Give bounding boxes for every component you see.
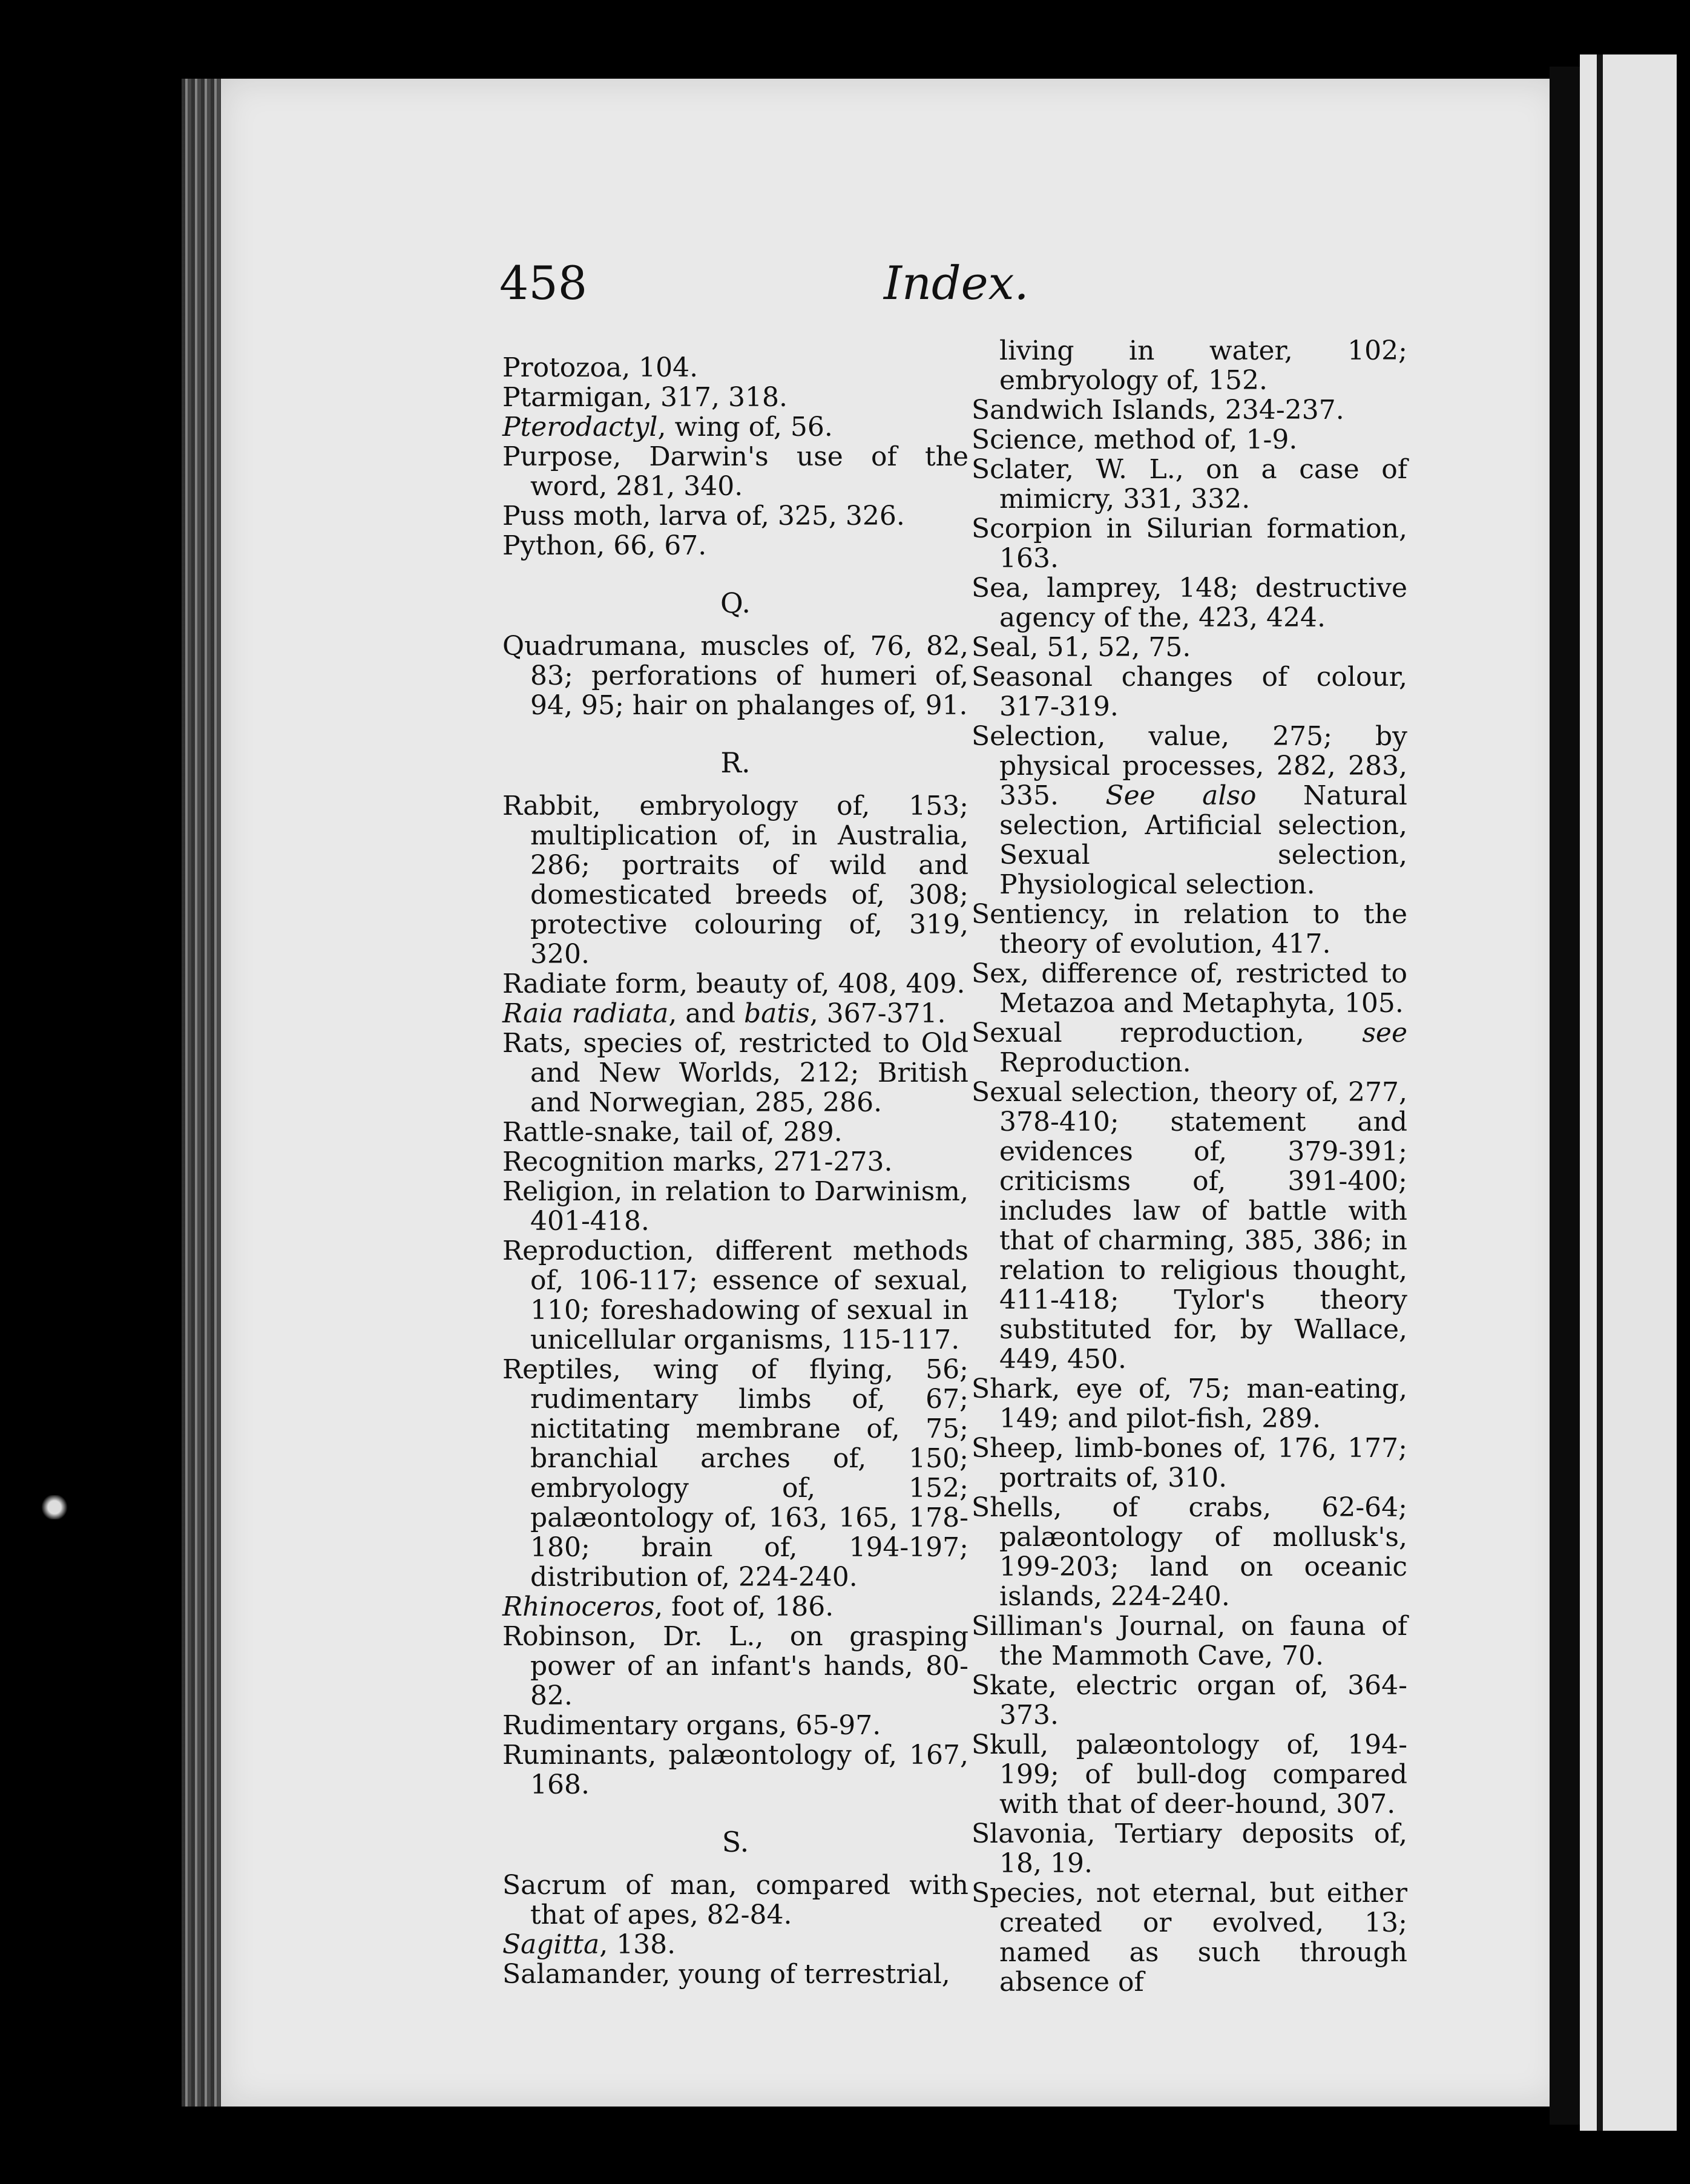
index-entry [972, 1018, 1407, 1077]
adjacent-page-strip [1580, 54, 1677, 2131]
index-entry: Sclater, W. L., on a case of mimicry, 331, 332. [972, 454, 1407, 515]
index-entry: Rabbit, embryology of, 153; multiplication of, in Australia, 286; portraits of wild and domesticated breeds of, 308; protective colouring of, 319, 320. [502, 791, 968, 970]
index-entry: Radiate form, beauty of, 408, 409. [502, 969, 965, 999]
index-entry: Sheep, limb-bones of, 176, 177; portraits of, 310. [972, 1433, 1407, 1493]
index-entry: Ptarmigan, 317, 318. [502, 382, 787, 413]
index-term-italic: Rhinoceros [502, 1591, 655, 1622]
index-entry: Sex, difference of, restricted to Metazoa and Metaphyta, 105. [972, 958, 1407, 1019]
index-entry: Reproduction, different methods of, 106-117; essence of sexual, 110; foreshadowing of sexual in unicellular organisms, 115-117. [502, 1235, 968, 1355]
index-entry: Sexual selection, theory of, 277, 378-410; statement and evidences of, 379-391; criticisms of, 391-400; includes law of battle with that of charming, 385, 386; in relation to religious thought, 411-418; Tylor's theory substituted for, by Wallace, 449, 450. [972, 1077, 1407, 1375]
index-entry [502, 999, 968, 1028]
index-entry: Skate, electric organ of, 364-373. [972, 1670, 1407, 1731]
section-letter-q: Q. [720, 587, 751, 619]
index-term-italic: Sagitta [502, 1929, 600, 1960]
index-entry: Shark, eye of, 75; man-eating, 149; and pilot-fish, 289. [972, 1373, 1407, 1434]
index-entry-rest: , and [668, 998, 745, 1029]
running-head: Index. [884, 256, 1029, 310]
index-entry: Science, method of, 1-9. [972, 424, 1298, 455]
index-entry: Ruminants, palæontology of, 167, 168. [502, 1740, 968, 1800]
index-entry-rest: , foot of, 186. [654, 1591, 834, 1622]
index-entry: Religion, in relation to Darwinism, 401-418. [502, 1176, 968, 1237]
index-entry [972, 722, 1407, 900]
index-entry: Seal, 51, 52, 75. [972, 632, 1191, 663]
index-entry: Silliman's Journal, on fauna of the Mammoth Cave, 70. [972, 1611, 1407, 1671]
index-entry: Purpose, Darwin's use of the word, 281, 340. [502, 441, 968, 502]
index-entry: Python, 66, 67. [502, 530, 707, 561]
index-entry-text: Selection, value, 275; by physical processes, 282, 283, 335. [972, 721, 1407, 811]
index-entry: Protozoa, 104. [502, 352, 699, 383]
see-reference: see [1362, 1018, 1407, 1048]
index-entry: Species, not eternal, but either created or evolved, 13; named as such through absence of [972, 1878, 1407, 1998]
index-entry-rest: , wing of, 56. [657, 412, 833, 442]
index-entry: Reptiles, wing of flying, 56; rudimentary limbs of, 67; nictitating membrane of, 75; branchial arches of, 150; embryology of, 152; palæontology of, 163, 165, 178-180; brain of, 194-197; distribution of, 224-240. [502, 1354, 968, 1593]
section-letter-s: S. [722, 1826, 749, 1858]
index-entry: Recognition marks, 271-273. [502, 1146, 893, 1177]
index-entry [502, 412, 968, 442]
index-entry: Scorpion in Silurian formation, 163. [972, 513, 1407, 574]
index-entry: Sea, lamprey, 148; destructive agency of the, 423, 424. [972, 573, 1407, 633]
page-number: 458 [499, 256, 588, 310]
index-entry: Rats, species of, restricted to Old and New Worlds, 212; British and Norwegian, 285, 286. [502, 1028, 968, 1118]
scan-speck [36, 1495, 73, 1519]
book-gutter [1550, 67, 1580, 2125]
book-page-edges [182, 79, 221, 2107]
index-entry-rest: , 138. [599, 1929, 676, 1960]
index-entry: Salamander, young of terrestrial, [502, 1959, 950, 1990]
index-entry-continuation: living in water, 102; embryology of, 152. [999, 335, 1407, 396]
index-entry-rest: , 367-371. [809, 998, 946, 1029]
index-term-italic: batis [744, 998, 810, 1029]
index-entry-rest: Reproduction. [999, 1047, 1191, 1078]
index-term-italic: Pterodactyl [502, 412, 658, 442]
index-entry: Sentiency, in relation to the theory of evolution, 417. [972, 899, 1407, 959]
index-entry: Sacrum of man, compared with that of apes, 82-84. [502, 1870, 968, 1930]
index-entry: Skull, palæontology of, 194-199; of bull-dog compared with that of deer-hound, 307. [972, 1729, 1407, 1820]
index-entry-text: Sexual reproduction, [972, 1018, 1363, 1048]
index-entry: Rattle-snake, tail of, 289. [502, 1117, 843, 1148]
index-entry-rest: Natural selection, Artificial selection, Sexual selection, Physiological selection. [999, 780, 1407, 900]
index-entry [502, 1592, 968, 1622]
index-entry: Shells, of crabs, 62-64; palæontology of mollusk's, 199-203; land on oceanic islands, 224-240. [972, 1492, 1407, 1612]
index-entry: Rudimentary organs, 65-97. [502, 1710, 881, 1741]
index-column-left [502, 353, 968, 1989]
index-term-italic: Raia radiata [502, 998, 669, 1029]
index-entry: Puss moth, larva of, 325, 326. [502, 501, 905, 531]
index-column-right [972, 336, 1407, 1997]
index-entry: Quadrumana, muscles of, 76, 82, 83; perforations of humeri of, 94, 95; hair on phalanges of, 91. [502, 631, 968, 721]
section-letter-r: R. [720, 746, 751, 779]
index-entry: Slavonia, Tertiary deposits of, 18, 19. [972, 1818, 1407, 1879]
see-also-reference: See also [1105, 780, 1257, 811]
index-entry: Sandwich Islands, 234-237. [972, 395, 1344, 426]
index-entry: Robinson, Dr. L., on grasping power of an infant's hands, 80-82. [502, 1621, 968, 1711]
index-entry [502, 1930, 968, 1959]
index-entry: Seasonal changes of colour, 317-319. [972, 662, 1407, 722]
